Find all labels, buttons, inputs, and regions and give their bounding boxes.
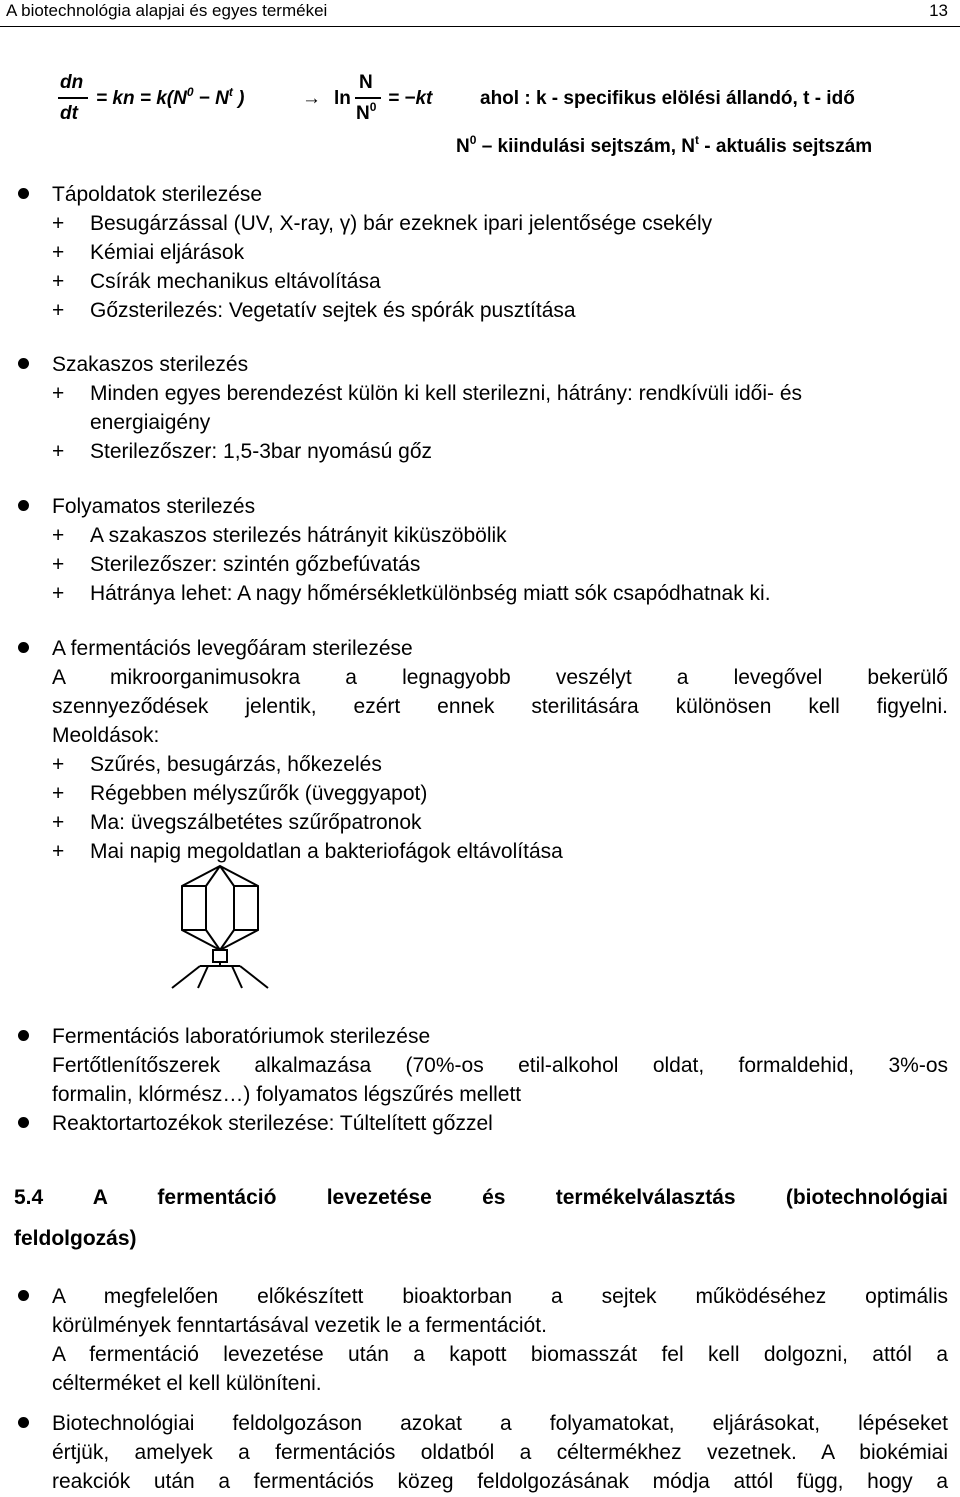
- list-item: Szűrés, besugárzás, hőkezelés: [90, 753, 382, 776]
- list-item: Hátránya lehet: A nagy hőmérsékletkülönbség miatt sók csapódhatnak ki.: [90, 582, 771, 605]
- list-item: A szakaszos sterilezés hátrányit kiküszöbölik: [90, 524, 507, 547]
- bullet-icon: [18, 1030, 29, 1041]
- plus-icon: +: [52, 382, 65, 405]
- list-item: Csírák mechanikus eltávolítása: [90, 270, 381, 293]
- paragraph-line: A fermentáció levezetése után a kapott biomasszát fel kell dolgozni, attól a: [52, 1343, 948, 1366]
- phage-facet: [220, 866, 234, 950]
- formula-eq2: = −kt: [388, 88, 433, 109]
- list-item: Gőzsterilezés: Vegetatív sejtek és spórák pusztítása: [90, 299, 576, 322]
- bullet-icon: [18, 1417, 29, 1428]
- plus-icon: +: [52, 553, 65, 576]
- section-title: Szakaszos sterilezés: [52, 353, 249, 376]
- section-title: Folyamatos sterilezés: [52, 495, 256, 518]
- paragraph-line: körülmények fenntartásával vezetik le a fermentációt.: [52, 1314, 547, 1337]
- paragraph-line: reakciók után a fermentációs közeg feldolgozásának módja attól függ, hogy a: [52, 1470, 948, 1493]
- plus-icon: +: [52, 299, 65, 322]
- phage-tail-fiber: [232, 966, 242, 988]
- section-title: A fermentációs levegőáram sterilezése: [52, 637, 413, 660]
- formula-ln: ln: [334, 88, 351, 109]
- section-title: Reaktortartozékok sterilezése: Túltelített gőzzel: [52, 1112, 493, 1135]
- meoldasok-label: Meoldások:: [52, 724, 160, 747]
- list-item: Kémiai eljárások: [90, 241, 245, 264]
- list-item: Besugárzással (UV, X-ray, γ) bár ezeknek ipari jelentősége csekély: [90, 212, 713, 235]
- list-item: Mai napig megoldatlan a bakteriofágok eltávolítása: [90, 840, 563, 863]
- formula-n-denominator: $N^0$: [356, 100, 377, 124]
- phage-facet: [206, 866, 220, 950]
- paragraph-line: Biotechnológiai feldolgozáson azokat a folyamatokat, eljárásokat, lépéseket: [52, 1412, 948, 1435]
- plus-icon: +: [52, 840, 65, 863]
- list-item: Régebben mélyszűrők (üveggyapot): [90, 782, 428, 805]
- list-item-continuation: energiaigény: [90, 411, 211, 434]
- plus-icon: +: [52, 212, 65, 235]
- section-title: Tápoldatok sterilezése: [52, 183, 263, 206]
- plus-icon: +: [52, 753, 65, 776]
- bullet-icon: [18, 1117, 29, 1128]
- arrow-icon: →: [302, 88, 321, 109]
- plus-icon: +: [52, 524, 65, 547]
- phage-tail-fiber: [198, 966, 208, 988]
- formula-line2: $N^0$ – kiindulási sejtszám, $N^t$ - aktuális sejtszám: [456, 133, 873, 157]
- phage-tail-fiber: [240, 966, 268, 988]
- formula-eq1: = kn = $k(N^0 - N^t$ ): [96, 85, 245, 109]
- list-item: Minden egyes berendezést külön ki kell sterilezni, hátrány: rendkívüli idői- és: [90, 382, 803, 405]
- plus-icon: +: [52, 270, 65, 293]
- page-header: [0, 0, 960, 27]
- paragraph-line: szennyeződések jelentik, ezért ennek sterilitására különösen kell figyelni.: [52, 695, 948, 718]
- list-item: Sterilezőszer: 1,5-3bar nyomású gőz: [90, 440, 432, 463]
- phage-head: [182, 866, 258, 950]
- plus-icon: +: [52, 440, 65, 463]
- paragraph-line: A mikroorganimusokra a legnagyobb veszélyt a levegővel bekerülő: [52, 666, 948, 689]
- formula-n-numerator: N: [359, 72, 373, 93]
- list-item: Ma: üvegszálbetétes szűrőpatronok: [90, 811, 422, 834]
- heading-line: feldolgozás): [14, 1227, 137, 1250]
- plus-icon: +: [52, 782, 65, 805]
- bullet-icon: [18, 188, 29, 199]
- bullet-icon: [18, 642, 29, 653]
- formula-ahol: ahol : k - specifikus elölési állandó, t - idő: [480, 88, 855, 109]
- heading-line: 5.4 A fermentáció levezetése és termékelválasztás (biotechnológiai: [14, 1186, 948, 1209]
- paragraph-line: értjük, amelyek a fermentációs oldatból a céltermékhez vezetnek. A biokémiai: [52, 1441, 948, 1464]
- phage-collar: [213, 950, 227, 962]
- paragraph-line: célterméket el kell különíteni.: [52, 1372, 322, 1395]
- plus-icon: +: [52, 811, 65, 834]
- fraction-bar: [58, 97, 88, 99]
- paragraph-line: A megfelelően előkészített bioaktorban a sejtek működéséhez optimális: [52, 1285, 948, 1308]
- section-title: Fermentációs laboratóriumok sterilezése: [52, 1025, 431, 1048]
- formula-dt: dt: [60, 103, 78, 124]
- phage-tail-fiber: [172, 966, 200, 988]
- plus-icon: +: [52, 582, 65, 605]
- page-number: 13: [929, 1, 948, 20]
- fraction-bar-2: [355, 97, 381, 99]
- paragraph-line: Fertőtlenítőszerek alkalmazása (70%-os etil-alkohol oldat, formaldehid, 3%-os: [52, 1054, 948, 1077]
- bullet-icon: [18, 358, 29, 369]
- paragraph-line: formalin, klórmész…) folyamatos légszűrés mellett: [52, 1083, 522, 1106]
- formula-dn: dn: [60, 72, 84, 93]
- header-title: A biotechnológia alapjai és egyes termékei: [6, 1, 328, 20]
- bacteriophage-illustration: [150, 862, 290, 992]
- list-item: Sterilezőszer: szintén gőzbefúvatás: [90, 553, 421, 576]
- bullet-icon: [18, 1290, 29, 1301]
- plus-icon: +: [52, 241, 65, 264]
- bullet-icon: [18, 500, 29, 511]
